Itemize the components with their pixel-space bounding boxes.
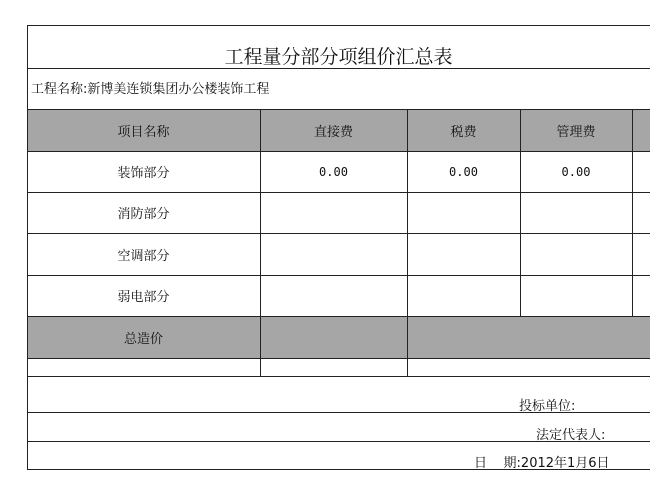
grid-line <box>27 376 650 377</box>
row-name: 弱电部分 <box>117 290 170 305</box>
row-tax <box>407 233 520 275</box>
legal-rep-label: 法定代表人: <box>536 428 606 443</box>
row-direct-cost <box>260 192 407 233</box>
row-name: 装饰部分 <box>117 166 170 181</box>
row-tax <box>407 275 520 316</box>
row-management-fee <box>520 275 632 316</box>
grid-line <box>632 109 633 316</box>
row-management-fee: 0.00 <box>561 164 591 179</box>
header-tax: 税费 <box>450 124 477 140</box>
header-item-name: 项目名称 <box>117 124 170 140</box>
row-direct-cost: 0.00 <box>319 164 348 179</box>
row-direct-cost <box>260 233 407 275</box>
row-management-fee <box>520 233 632 275</box>
row-tax <box>407 192 520 233</box>
project-name <box>31 78 269 97</box>
grid-line <box>27 358 650 359</box>
row-direct-cost <box>260 275 407 316</box>
date-value: 2012年1月6日 <box>520 456 610 471</box>
project-value: 新博美连锁集团办公楼装饰工程 <box>87 82 270 97</box>
row-name: 消防部分 <box>117 207 170 222</box>
row-name: 空调部分 <box>117 248 170 264</box>
date-label: 日 期: <box>474 456 521 471</box>
header-direct-cost: 直接费 <box>313 124 353 140</box>
sheet-title: 工程量分部分项组价汇总表 <box>224 46 453 68</box>
row-tax: 0.00 <box>449 164 478 179</box>
row-management-fee <box>520 192 632 233</box>
total-label: 总造价 <box>123 331 163 347</box>
project-label: 工程名称: <box>31 82 88 97</box>
bidder-label: 投标单位: <box>519 399 576 414</box>
header-management-fee: 管理费 <box>556 124 596 140</box>
grid-line <box>27 25 650 26</box>
grid-line <box>27 68 650 69</box>
date-row <box>474 452 610 471</box>
